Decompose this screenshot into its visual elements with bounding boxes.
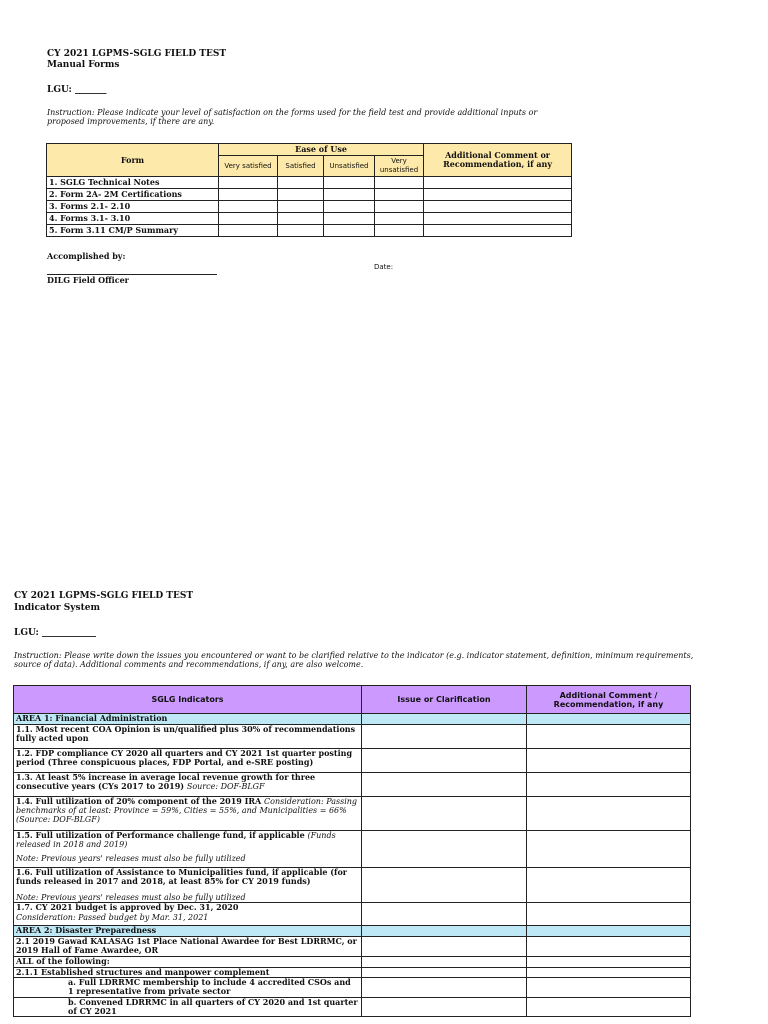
- page2-instruction: Instruction: Please write down the issues you encountered or want to be clarified relative to the indicator (e.g. indicator statement, definition, minimum requirements, source of data). Additional comments and recommendations, if any, are also welcome.: [14, 651, 694, 669]
- col-issue-header: Issue or Clarification: [362, 686, 527, 714]
- form-row-label: 3. Forms 2.1- 2.10: [47, 201, 219, 213]
- comment-cell[interactable]: [527, 937, 691, 957]
- date-label: Date:: [374, 263, 394, 271]
- issue-cell[interactable]: [362, 903, 527, 926]
- comment-cell[interactable]: [527, 868, 691, 903]
- cell: [527, 714, 691, 725]
- issue-cell[interactable]: [362, 797, 527, 831]
- comment-cell[interactable]: [527, 978, 691, 998]
- indicator-1-3-note: Source: DOF-BLGF: [186, 782, 265, 791]
- comment-cell[interactable]: [527, 957, 691, 968]
- comment-cell[interactable]: [527, 725, 691, 749]
- cell[interactable]: [324, 177, 375, 189]
- comment-cell[interactable]: [527, 998, 691, 1017]
- cell[interactable]: [219, 189, 278, 201]
- issue-cell[interactable]: [362, 868, 527, 903]
- comment-cell[interactable]: [527, 968, 691, 978]
- cell[interactable]: [424, 177, 572, 189]
- indicator-1-3: [14, 773, 362, 797]
- cell[interactable]: [324, 201, 375, 213]
- indicator-2-1-1-b: b. Convened LDRRMC in all quarters of CY 2020 and 1st quarter of CY 2021: [14, 998, 362, 1017]
- issue-cell[interactable]: [362, 937, 527, 957]
- indicator-1-4: [14, 797, 362, 831]
- cell[interactable]: [219, 177, 278, 189]
- cell[interactable]: [375, 225, 424, 237]
- cell[interactable]: [375, 177, 424, 189]
- comment-cell[interactable]: [527, 773, 691, 797]
- cell[interactable]: [324, 213, 375, 225]
- indicator-2-1: 2.1 2019 Gawad KALASAG 1st Place National Awardee for Best LDRRMC, or 2019 Hall of Fame Awardee, OR: [14, 937, 362, 957]
- cell: [527, 926, 691, 937]
- cell[interactable]: [424, 213, 572, 225]
- rating-very-unsatisfied: Very unsatisfied: [375, 156, 424, 177]
- indicator-1-4-text: 1.4. Full utilization of 20% component of the 2019 IRA: [16, 796, 262, 806]
- cell[interactable]: [219, 201, 278, 213]
- cell[interactable]: [375, 189, 424, 201]
- cell[interactable]: [278, 213, 324, 225]
- area-disaster-preparedness: AREA 2: Disaster Preparedness: [14, 926, 362, 937]
- issue-cell[interactable]: [362, 957, 527, 968]
- indicator-1-2: 1.2. FDP compliance CY 2020 all quarters and CY 2021 1st quarter posting period (Three conspicuous places, FDP Portal, and e-SRE posting): [14, 749, 362, 773]
- issue-cell[interactable]: [362, 749, 527, 773]
- cell[interactable]: [424, 189, 572, 201]
- cell: [362, 714, 527, 725]
- cell[interactable]: [278, 225, 324, 237]
- col-form-header: Form: [47, 144, 219, 177]
- col-ease-header: Ease of Use: [219, 144, 424, 156]
- page2-title: CY 2021 LGPMS-SGLG FIELD TEST: [14, 591, 194, 601]
- form-row-label: 2. Form 2A- 2M Certifications: [47, 189, 219, 201]
- issue-cell[interactable]: [362, 968, 527, 978]
- comment-cell[interactable]: [527, 831, 691, 868]
- indicator-1-4-note: Consideration: Passing benchmarks of at least: Province = 59%, Cities = 55%, and Municipalities = 66% (Source: DOF-BLGF): [16, 797, 358, 824]
- form-row-label: 5. Form 3.11 CM/P Summary: [47, 225, 219, 237]
- form-row-label: 4. Forms 3.1- 3.10: [47, 213, 219, 225]
- cell[interactable]: [219, 225, 278, 237]
- issue-cell[interactable]: [362, 998, 527, 1017]
- page2-subtitle: Indicator System: [14, 603, 101, 613]
- forms-satisfaction-table: [46, 143, 572, 237]
- issue-cell[interactable]: [362, 725, 527, 749]
- page1-subtitle: Manual Forms: [47, 60, 120, 70]
- rating-satisfied: Satisfied: [278, 156, 324, 177]
- rating-unsatisfied: Unsatisfied: [324, 156, 375, 177]
- indicator-1-7: [14, 903, 362, 926]
- indicator-1-6-note: Note: Previous years' releases must also be fully utilized: [16, 893, 246, 902]
- cell[interactable]: [278, 201, 324, 213]
- indicator-1-7-note: Consideration: Passed budget by Mar. 31, 2021: [16, 913, 209, 922]
- indicator-1-5: [14, 831, 362, 868]
- comment-cell[interactable]: [527, 797, 691, 831]
- indicator-2-1-1-a: a. Full LDRRMC membership to include 4 accredited CSOs and 1 representative from private sector: [14, 978, 362, 998]
- cell[interactable]: [278, 189, 324, 201]
- accomplished-by-label: Accomplished by:: [47, 251, 126, 261]
- cell[interactable]: [424, 201, 572, 213]
- col-comment-header: Additional Comment or Recommendation, if any: [424, 144, 572, 177]
- area-financial-administration: AREA 1: Financial Administration: [14, 714, 362, 725]
- cell[interactable]: [375, 213, 424, 225]
- cell[interactable]: [324, 189, 375, 201]
- indicator-1-1: 1.1. Most recent COA Opinion is un/qualified plus 30% of recommendations fully acted upon: [14, 725, 362, 749]
- page1-instruction: Instruction: Please indicate your level of satisfaction on the forms used for the field test and provide additional inputs or proposed improvements, if there are any.: [47, 108, 538, 126]
- page1-lgu: LGU: _______: [47, 85, 107, 95]
- indicator-1-6: [14, 868, 362, 903]
- cell[interactable]: [424, 225, 572, 237]
- cell: [362, 926, 527, 937]
- indicator-1-5-note: (Funds released in 2018 and 2019): [16, 831, 336, 849]
- cell[interactable]: [278, 177, 324, 189]
- form-row-label: 1. SGLG Technical Notes: [47, 177, 219, 189]
- comment-cell[interactable]: [527, 903, 691, 926]
- comment-cell[interactable]: [527, 749, 691, 773]
- issue-cell[interactable]: [362, 831, 527, 868]
- field-officer-label: DILG Field Officer: [47, 275, 129, 285]
- col-comment-header: Additional Comment / Recommendation, if any: [527, 686, 691, 714]
- page1-title: CY 2021 LGPMS-SGLG FIELD TEST: [47, 49, 227, 59]
- cell[interactable]: [219, 213, 278, 225]
- rating-very-satisfied: Very satisfied: [219, 156, 278, 177]
- indicator-1-3-text: 1.3. At least 5% increase in average local revenue growth for three consecutive years (CYs 2017 to 2019): [16, 772, 316, 791]
- indicator-1-5-text: 1.5. Full utilization of Performance challenge fund, if applicable: [16, 830, 305, 840]
- issue-cell[interactable]: [362, 978, 527, 998]
- indicator-2-1-1: 2.1.1 Established structures and manpower complement: [14, 968, 362, 978]
- issue-cell[interactable]: [362, 773, 527, 797]
- indicator-1-5-note2: Note: Previous years' releases must also be fully utilized: [16, 854, 246, 863]
- page2-lgu: LGU: ____________: [14, 628, 96, 638]
- cell[interactable]: [324, 225, 375, 237]
- col-indicators-header: SGLG Indicators: [14, 686, 362, 714]
- indicator-2-all: ALL of the following:: [14, 957, 362, 968]
- cell[interactable]: [375, 201, 424, 213]
- indicator-1-6-text: 1.6. Full utilization of Assistance to Municipalities fund, if applicable (for funds released in 2017 and 2018, at least 85% for CY 2019 funds): [16, 867, 348, 886]
- indicator-1-7-text: 1.7. CY 2021 budget is approved by Dec. 31, 2020: [16, 902, 239, 912]
- indicator-table: [13, 685, 691, 1017]
